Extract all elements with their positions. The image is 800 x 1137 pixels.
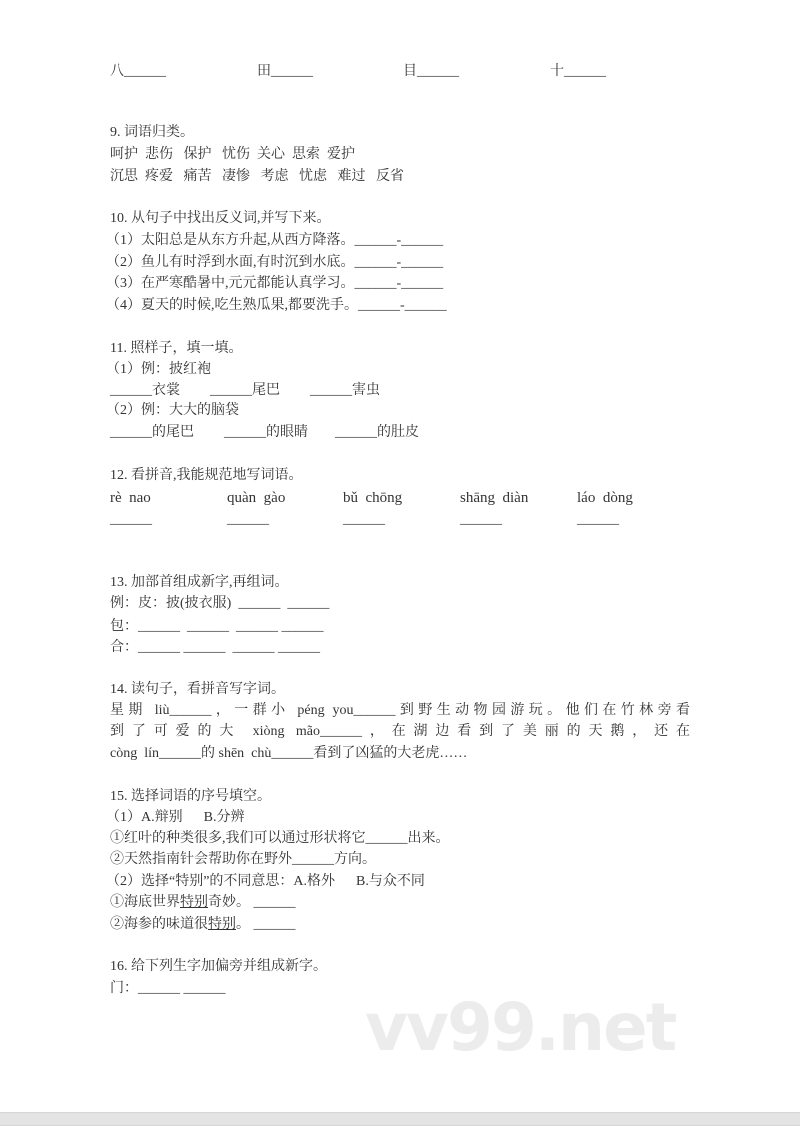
q11-blank: ______的肚皮 [335, 425, 419, 440]
q8-item: 八______ [110, 64, 166, 79]
q16-title: 16. 给下列生字加偏旁并组成新字。 [110, 959, 327, 974]
pinyin: quàn gào [227, 490, 286, 506]
q15-title: 15. 选择词语的序号填空。 [110, 789, 271, 804]
q11-example: （1）例：披红袍 [106, 362, 211, 377]
q15-options: （2）选择“特别”的不同意思：A.格外 B.与众不同 [106, 874, 425, 889]
pinyin: shāng diàn [460, 490, 529, 506]
q13-line: 合：______ ______ ______ ______ [110, 640, 320, 655]
q12-blank: ______ [343, 512, 385, 527]
q11-blank: ______尾巴 [210, 383, 280, 398]
q12-title: 12. 看拼音,我能规范地写词语。 [110, 468, 303, 483]
watermark: vv99.net [365, 989, 676, 1066]
q11-blank: ______的眼睛 [224, 425, 308, 440]
q16-line: 门：______ ______ [110, 981, 226, 996]
page-separator [0, 1112, 800, 1126]
q10-line: （3）在严寒酷暑中,元元都能认真学习。______-______ [106, 276, 444, 291]
q11-blank: ______衣裳 [110, 383, 180, 398]
text: ①海底世界 [110, 895, 180, 910]
q9-words: 沉思 疼爱 痛苦 凄惨 考虑 忧虑 难过 反省 [110, 169, 404, 184]
q10-line: （2）鱼儿有时浮到水面,有时沉到水底。______-______ [106, 255, 444, 270]
text: 。 ______ [236, 917, 296, 932]
q11-blank: ______害虫 [310, 383, 380, 398]
q14-line: còng lín______的 shēn chù______看到了凶猛的大老虎…… [110, 746, 468, 761]
q13-line: 例：皮：披(披衣服) ______ ______ [110, 596, 330, 611]
text: 奇妙。 ______ [208, 895, 296, 910]
q15-line [110, 915, 296, 935]
q14-title: 14. 读句子，看拼音写字词。 [110, 682, 285, 697]
q10-title: 10. 从句子中找出反义词,并写下来。 [110, 211, 331, 226]
q9-title: 9. 词语归类。 [110, 125, 194, 140]
q12-blank: ______ [227, 512, 269, 527]
q14-line: 到了可爱的大 xiòng mão______，在湖边看到了美丽的天鹅，还在 [110, 724, 690, 739]
q11-title: 11. 照样子，填一填。 [110, 341, 243, 356]
q12-blank: ______ [460, 512, 502, 527]
pinyin: láo dòng [577, 490, 633, 506]
q12-blank: ______ [577, 512, 619, 527]
q12-blank: ______ [110, 512, 152, 527]
q13-line: 包：______ ______ ______ ______ [110, 619, 324, 634]
text: ②海参的味道很 [110, 917, 208, 932]
q11-example: （2）例：大大的脑袋 [106, 403, 239, 418]
q8-item: 十______ [550, 64, 606, 79]
q8-item: 目______ [403, 64, 459, 79]
q15-line: ①红叶的种类很多,我们可以通过形状将它______出来。 [110, 831, 450, 846]
underlined-word: 特别 [180, 895, 208, 910]
q15-options: （1）A.辩别 B.分辨 [106, 810, 245, 825]
underlined-word: 特别 [208, 917, 236, 932]
q9-words: 呵护 悲伤 保护 忧伤 关心 思索 爱护 [110, 147, 355, 162]
q15-line [110, 893, 296, 913]
pinyin: rè nao [110, 490, 151, 506]
q14-line: 星期 liù______，一群小 péng you______到野生动物园游玩。他们在竹林旁看 [110, 703, 690, 718]
q15-line: ②天然指南针会帮助你在野外______方向。 [110, 852, 376, 867]
q10-line: （1）太阳总是从东方升起,从西方降落。______-______ [106, 233, 444, 248]
pinyin: bǔ chōng [343, 490, 403, 506]
q11-blank: ______的尾巴 [110, 425, 194, 440]
q13-title: 13. 加部首组成新字,再组词。 [110, 575, 289, 590]
q8-item: 田______ [257, 64, 313, 79]
q10-line: （4）夏天的时候,吃生熟瓜果,都要洗手。______-______ [106, 298, 447, 313]
